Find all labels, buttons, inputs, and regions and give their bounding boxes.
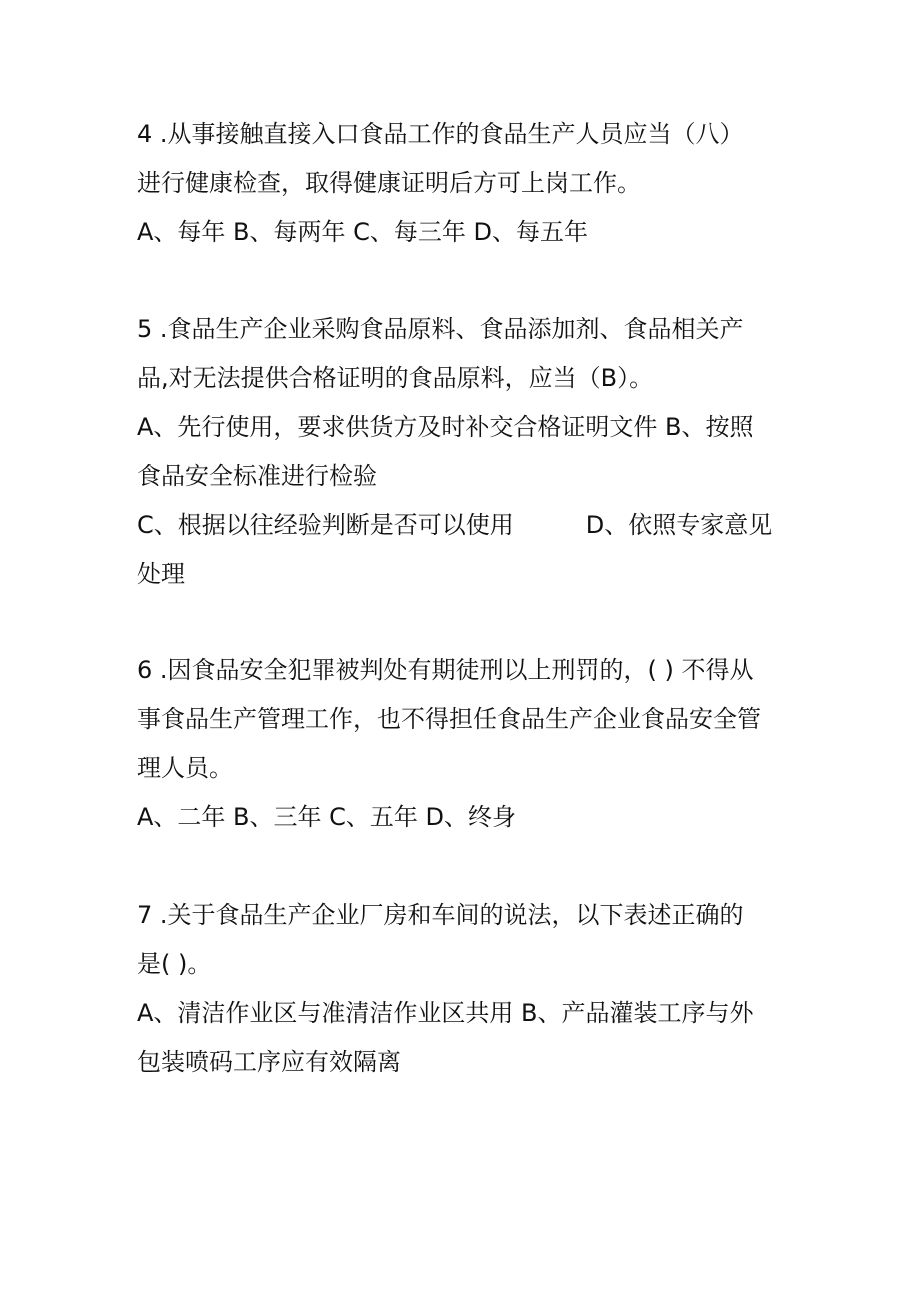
question-4-line-2: 进行健康检查，取得健康证明后方可上岗工作。 bbox=[137, 169, 641, 197]
question-4 bbox=[137, 110, 797, 257]
question-5-options-line-1: A、先行使用，要求供货方及时补交合格证明文件 B、按照 bbox=[137, 413, 754, 441]
question-7-line-1: 7 .关于食品生产企业厂房和车间的说法，以下表述正确的 bbox=[137, 901, 744, 929]
question-5-options-line-4: 处理 bbox=[137, 560, 185, 588]
question-7-options-line-2: 包装喷码工序应有效隔离 bbox=[137, 1048, 401, 1076]
question-6-options: A、二年 B、三年 C、五年 D、终身 bbox=[137, 803, 517, 831]
question-7-options-line-1: A、清洁作业区与准清洁作业区共用 B、产品灌装工序与外 bbox=[137, 999, 754, 1027]
question-5-options-line-2: 食品安全标准进行检验 bbox=[137, 462, 377, 490]
question-5-line-2: 品,对无法提供合格证明的食品原料，应当（B）。 bbox=[137, 364, 654, 392]
question-6-line-3: 理人员。 bbox=[137, 754, 233, 782]
question-4-options: A、每年 B、每两年 C、每三年 D、每五年 bbox=[137, 218, 589, 246]
question-5-line-1: 5 .食品生产企业采购食品原料、食品添加剂、食品相关产 bbox=[137, 315, 744, 343]
question-6-line-1: 6 .因食品安全犯罪被判处有期徒刑以上刑罚的，( ) 不得从 bbox=[137, 656, 754, 684]
question-5-options-line-3: C、根据以往经验判断是否可以使用 D、依照专家意见 bbox=[137, 511, 773, 539]
question-4-line-1: 4 .从事接触直接入口食品工作的食品生产人员应当（八） bbox=[137, 120, 744, 148]
question-6-line-2: 事食品生产管理工作，也不得担任食品生产企业食品安全管 bbox=[137, 705, 761, 733]
question-7 bbox=[137, 891, 797, 1087]
question-7-line-2: 是( )。 bbox=[137, 950, 212, 978]
question-6 bbox=[137, 646, 797, 842]
question-5 bbox=[137, 305, 797, 599]
